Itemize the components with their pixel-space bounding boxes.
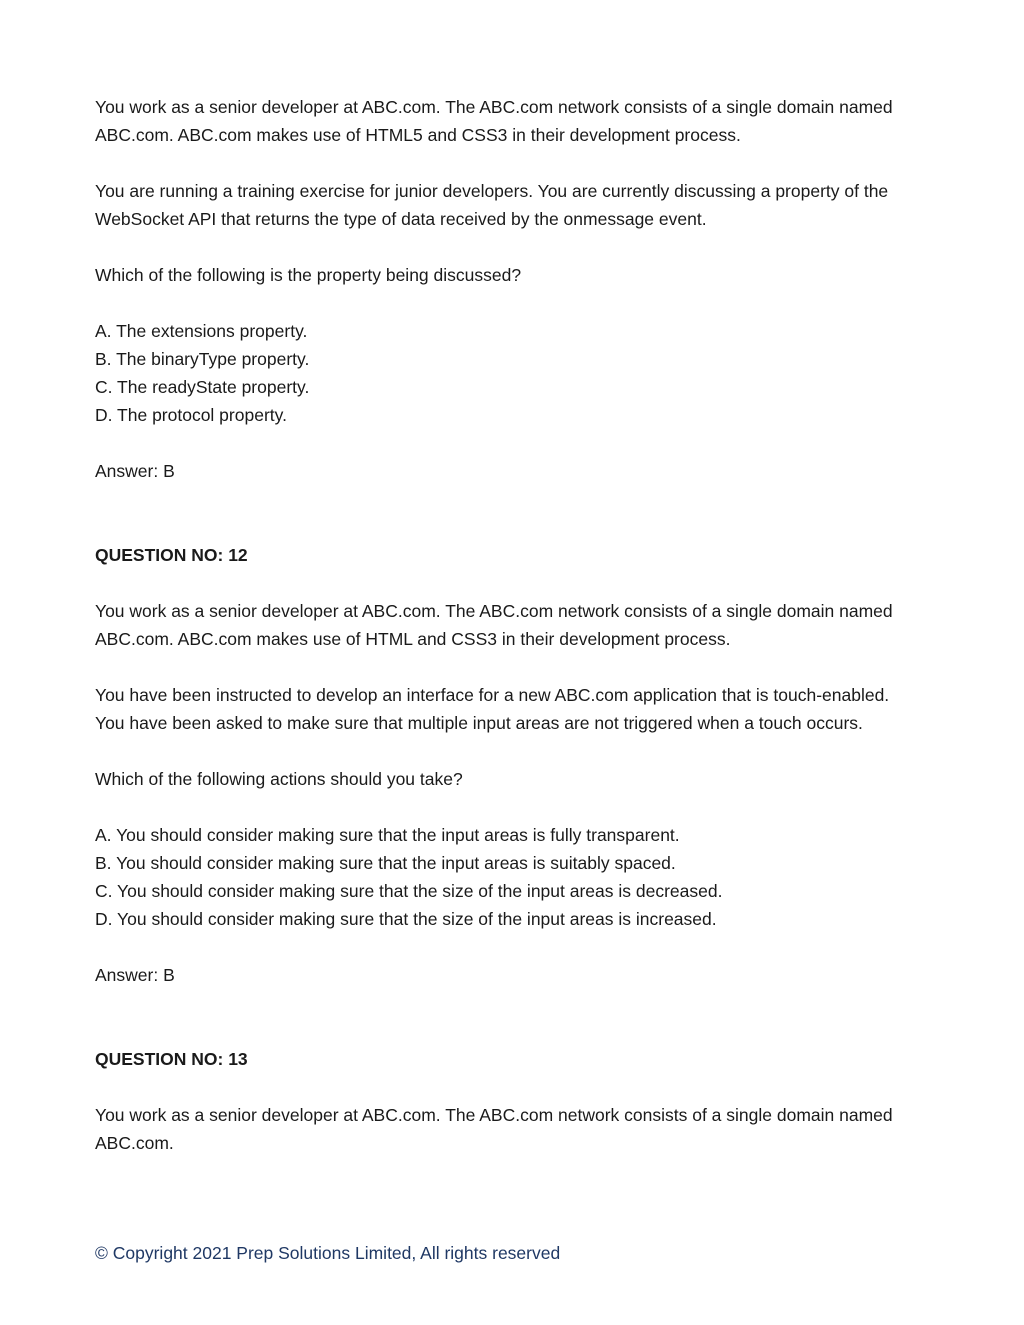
- q11-option-a: A. The extensions property.: [95, 321, 308, 341]
- q11-option-d: D. The protocol property.: [95, 405, 287, 425]
- q11-para1-line1: You work as a senior developer at ABC.com. The ABC.com network consists of a single domain named: [95, 97, 893, 117]
- q13-para1-line2: ABC.com.: [95, 1133, 174, 1153]
- q12-option-a: A. You should consider making sure that the input areas is fully transparent.: [95, 825, 680, 845]
- document-page: [95, 93, 945, 1157]
- q11-para2-line1: You are running a training exercise for junior developers. You are currently discussing a property of the: [95, 181, 889, 201]
- q12-heading: QUESTION NO: 12: [95, 545, 248, 565]
- q11-option-b: B. The binaryType property.: [95, 349, 310, 369]
- question-11: [95, 93, 945, 485]
- q12-option-b: B. You should consider making sure that the input areas is suitably spaced.: [95, 853, 676, 873]
- q12-answer: Answer: B: [95, 965, 175, 985]
- q13-para1-line1: You work as a senior developer at ABC.com. The ABC.com network consists of a single domain named: [95, 1105, 893, 1125]
- q12-prompt: Which of the following actions should you take?: [95, 769, 463, 789]
- q11-option-c: C. The readyState property.: [95, 377, 310, 397]
- q13-heading: QUESTION NO: 13: [95, 1049, 248, 1069]
- q12-para2-line1: You have been instructed to develop an interface for a new ABC.com application that is touch-enabled.: [95, 685, 890, 705]
- question-13: [95, 1045, 945, 1157]
- q11-prompt: Which of the following is the property being discussed?: [95, 265, 522, 285]
- q12-option-d: D. You should consider making sure that the size of the input areas is increased.: [95, 909, 717, 929]
- question-12: [95, 541, 945, 989]
- q12-para1-line1: You work as a senior developer at ABC.com. The ABC.com network consists of a single domain named: [95, 601, 893, 621]
- q12-para2-line2: You have been asked to make sure that multiple input areas are not triggered when a touch occurs.: [95, 713, 863, 733]
- copyright-footer: © Copyright 2021 Prep Solutions Limited, All rights reserved: [95, 1243, 561, 1263]
- q12-option-c: C. You should consider making sure that the size of the input areas is decreased.: [95, 881, 723, 901]
- q11-para1-line2: ABC.com. ABC.com makes use of HTML5 and CSS3 in their development process.: [95, 125, 741, 145]
- q11-answer: Answer: B: [95, 461, 175, 481]
- q12-para1-line2: ABC.com. ABC.com makes use of HTML and CSS3 in their development process.: [95, 629, 731, 649]
- q11-para2-line2: WebSocket API that returns the type of data received by the onmessage event.: [95, 209, 707, 229]
